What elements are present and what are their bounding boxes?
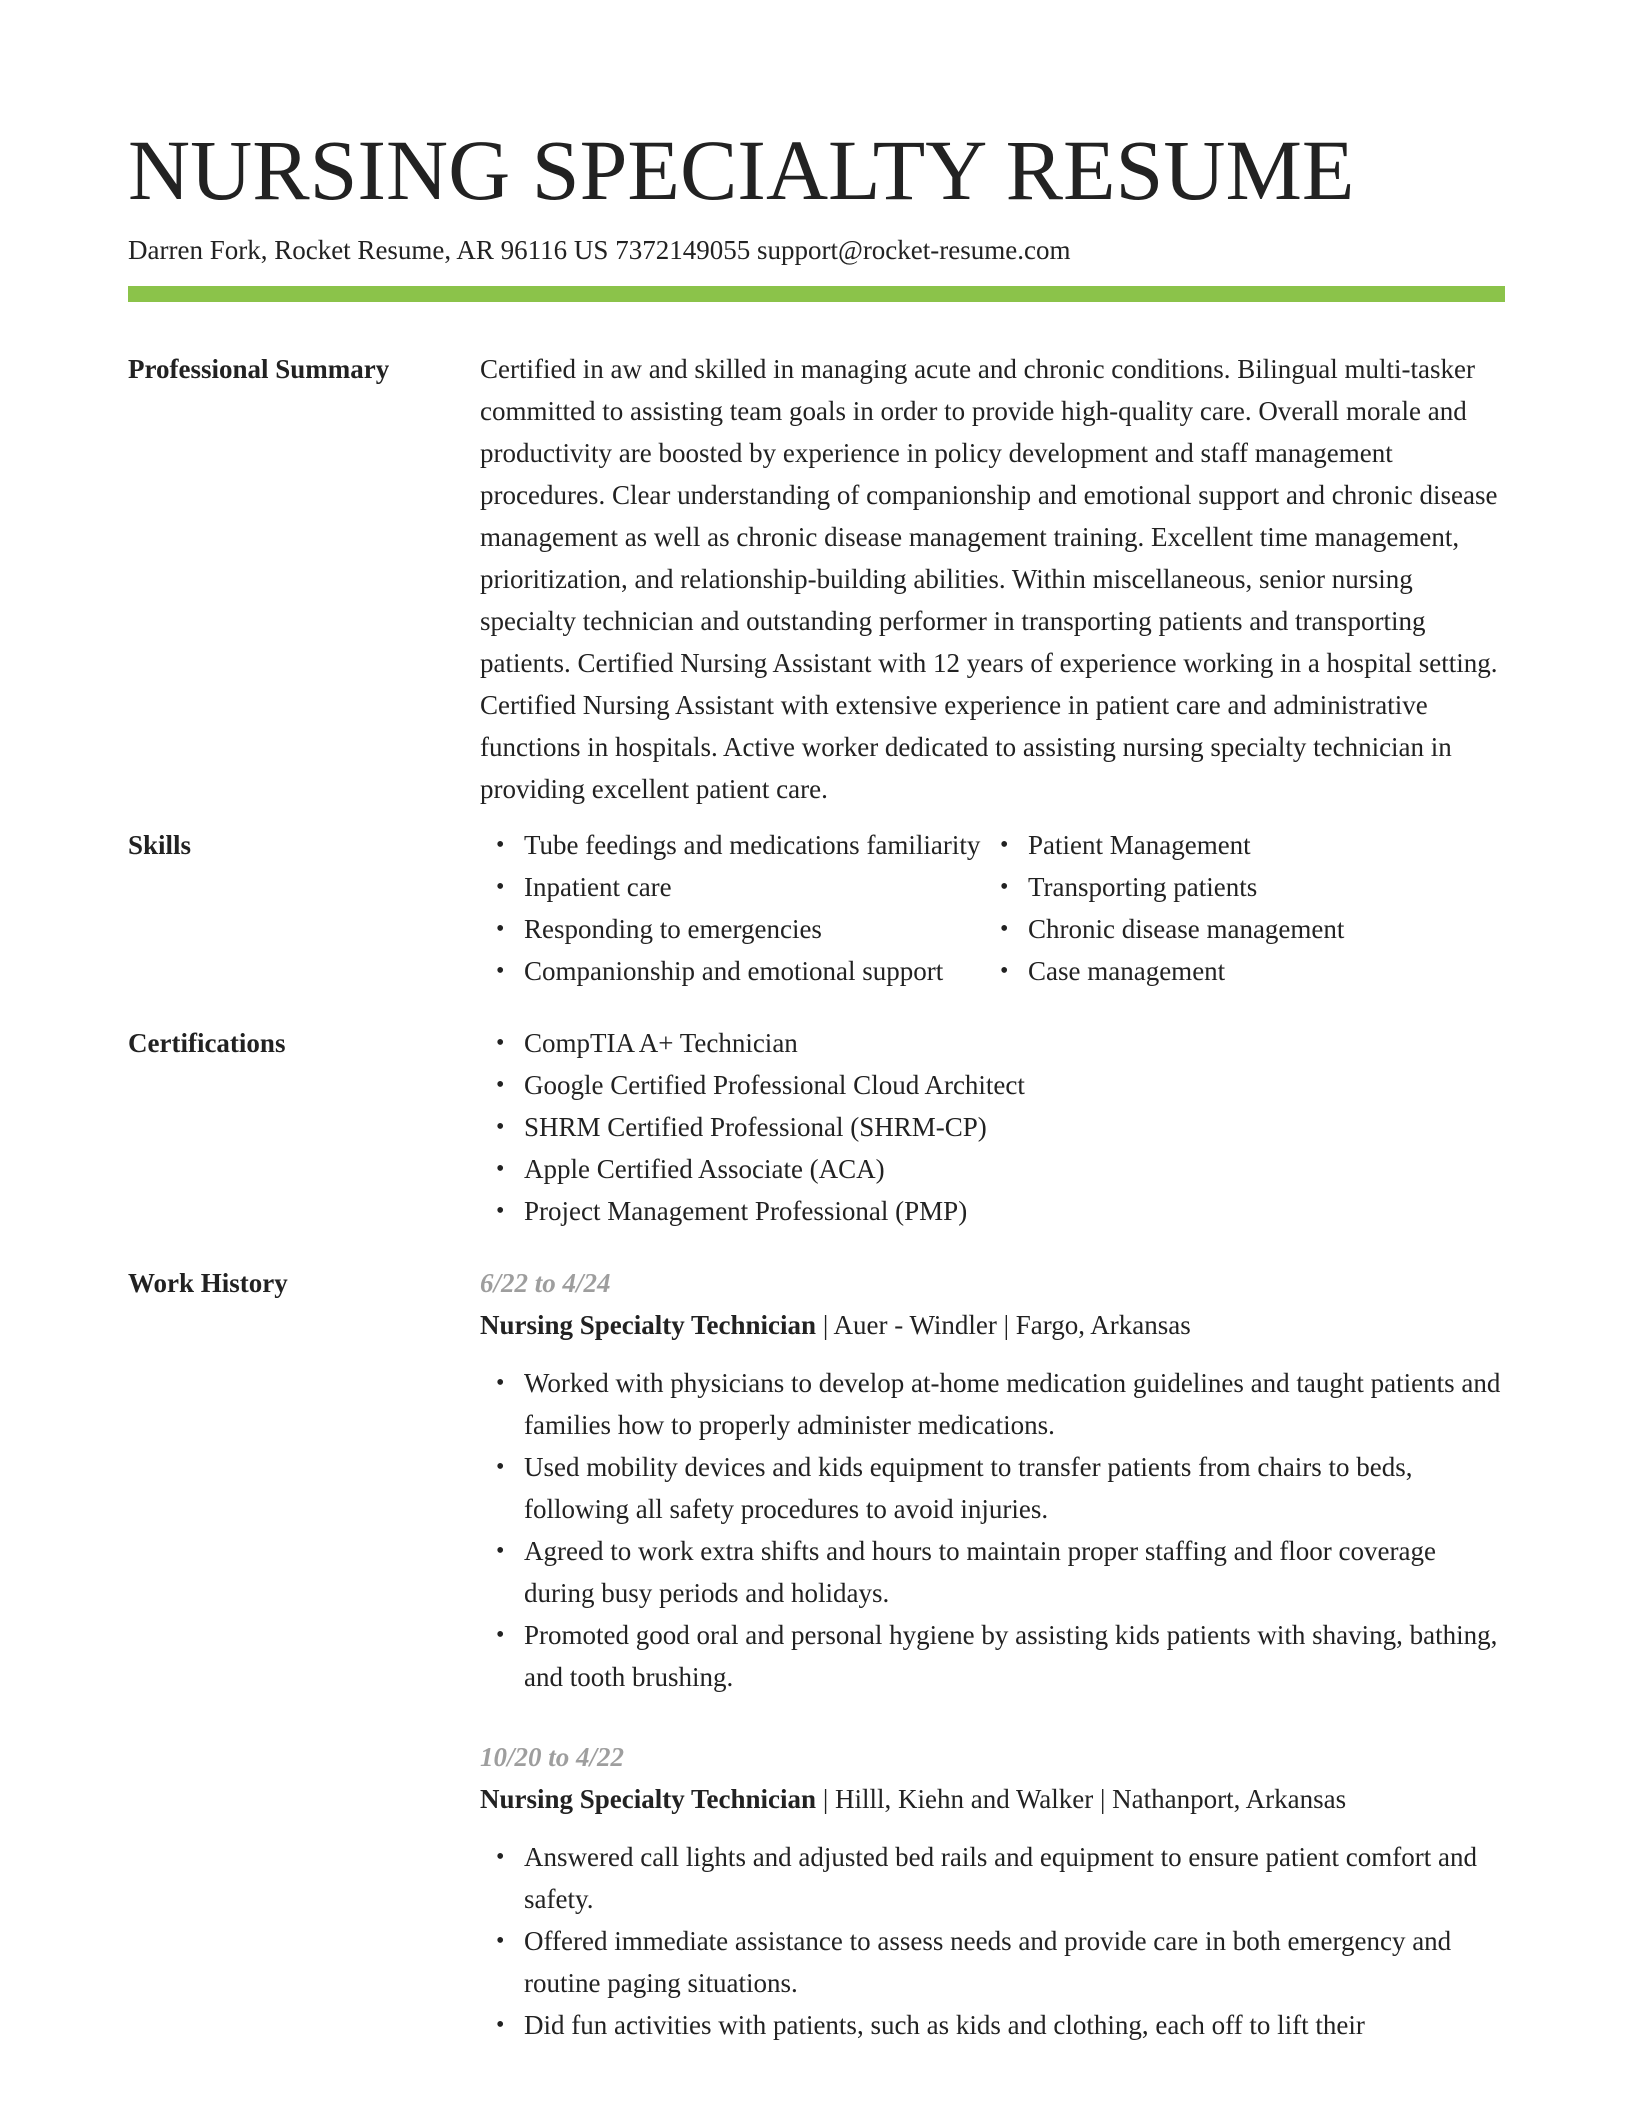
skill-item: • Responding to emergencies (524, 908, 984, 950)
accent-divider (128, 286, 1505, 302)
summary-text: Certified in aw and skilled in managing acute and chronic conditions. Bilingual multi-tasker committed to assisting team goals in order to provide high-quality care. Overall morale and productivity are boosted by experience in policy development and staff management procedures. Clear understanding of companionship and emotional support and chronic disease management as well as chronic disease management training. Excellent time management, prioritization, and relationship-building abilities. Within miscellaneous, senior nursing specialty technician and outstanding performer in transporting patients and transporting patients. Certified Nursing Assistant with 12 years of experience working in a hospital setting. Certified Nursing Assistant with extensive experience in patient care and administrative functions in hospitals. Active worker dedicated to assisting nursing specialty technician in providing excellent patient care. (480, 354, 1498, 804)
section-label-certifications: Certifications (128, 1028, 286, 1058)
job-dates: 6/22 to 4/24 (480, 1268, 611, 1298)
skills-body (480, 824, 1505, 992)
work-history-section (128, 1262, 1505, 2084)
contact-line: Darren Fork, Rocket Resume, AR 96116 US 7372149055 support@rocket-resume.com (128, 235, 1071, 265)
job-title: Nursing Specialty Technician (480, 1784, 817, 1814)
job-heading (480, 1778, 1505, 1820)
job-entry (480, 1262, 1505, 1698)
skill-item: • Transporting patients (1028, 866, 1505, 908)
job-duty-item: • Offered immediate assistance to assess needs and provide care in both emergency and routine paging situations. (524, 1920, 1505, 2004)
skill-item: • Inpatient care (524, 866, 984, 908)
resume-title: NURSING SPECIALTY RESUME (128, 122, 1355, 218)
certification-item: • SHRM Certified Professional (SHRM-CP) (524, 1106, 1505, 1148)
job-duties-list (480, 1836, 1505, 2046)
professional-summary-section (128, 348, 1505, 810)
job-duty-item: • Used mobility devices and kids equipment to transfer patients from chairs to beds, following all safety procedures to avoid injuries. (524, 1446, 1505, 1530)
section-label-skills: Skills (128, 830, 192, 860)
certifications-list (480, 1022, 1505, 1232)
job-employer-location: | Hilll, Kiehn and Walker | Nathanport, Arkansas (816, 1784, 1347, 1814)
job-duty-item: • Did fun activities with patients, such as kids and clothing, each off to lift their (524, 2004, 1505, 2046)
job-duty-item: • Promoted good oral and personal hygiene by assisting kids patients with shaving, bathing, and tooth brushing. (524, 1614, 1505, 1698)
job-duty-item: • Answered call lights and adjusted bed rails and equipment to ensure patient comfort and safety. (524, 1836, 1505, 1920)
resume-page (128, 120, 1505, 2084)
job-duties-list (480, 1362, 1505, 1698)
skill-item: • Companionship and emotional support (524, 950, 984, 992)
skills-list-right (984, 824, 1505, 992)
certification-item: • Project Management Professional (PMP) (524, 1190, 1505, 1232)
certifications-body (480, 1022, 1505, 1232)
section-label-work-history: Work History (128, 1268, 288, 1298)
job-heading (480, 1304, 1505, 1346)
summary-body (480, 348, 1505, 810)
job-duty-item: • Worked with physicians to develop at-home medication guidelines and taught patients and families how to properly administer medications. (524, 1362, 1505, 1446)
skills-section (128, 824, 1505, 992)
certification-item: • Apple Certified Associate (ACA) (524, 1148, 1505, 1190)
skills-column-left (480, 824, 984, 992)
skills-column-right (984, 824, 1505, 992)
skill-item: • Tube feedings and medications familiarity (524, 824, 984, 866)
skill-item: • Case management (1028, 950, 1505, 992)
job-title: Nursing Specialty Technician (480, 1310, 817, 1340)
job-employer-location: | Auer - Windler | Fargo, Arkansas (816, 1310, 1191, 1340)
job-entry (480, 1736, 1505, 2046)
certification-item: • CompTIA A+ Technician (524, 1022, 1505, 1064)
skill-item: • Patient Management (1028, 824, 1505, 866)
certifications-section (128, 1022, 1505, 1232)
skill-item: • Chronic disease management (1028, 908, 1505, 950)
skills-list-left (480, 824, 984, 992)
work-history-body (480, 1262, 1505, 2084)
section-label-summary: Professional Summary (128, 354, 390, 384)
job-duty-item: • Agreed to work extra shifts and hours to maintain proper staffing and floor coverage during busy periods and holidays. (524, 1530, 1505, 1614)
job-dates: 10/20 to 4/22 (480, 1742, 625, 1772)
certification-item: • Google Certified Professional Cloud Architect (524, 1064, 1505, 1106)
